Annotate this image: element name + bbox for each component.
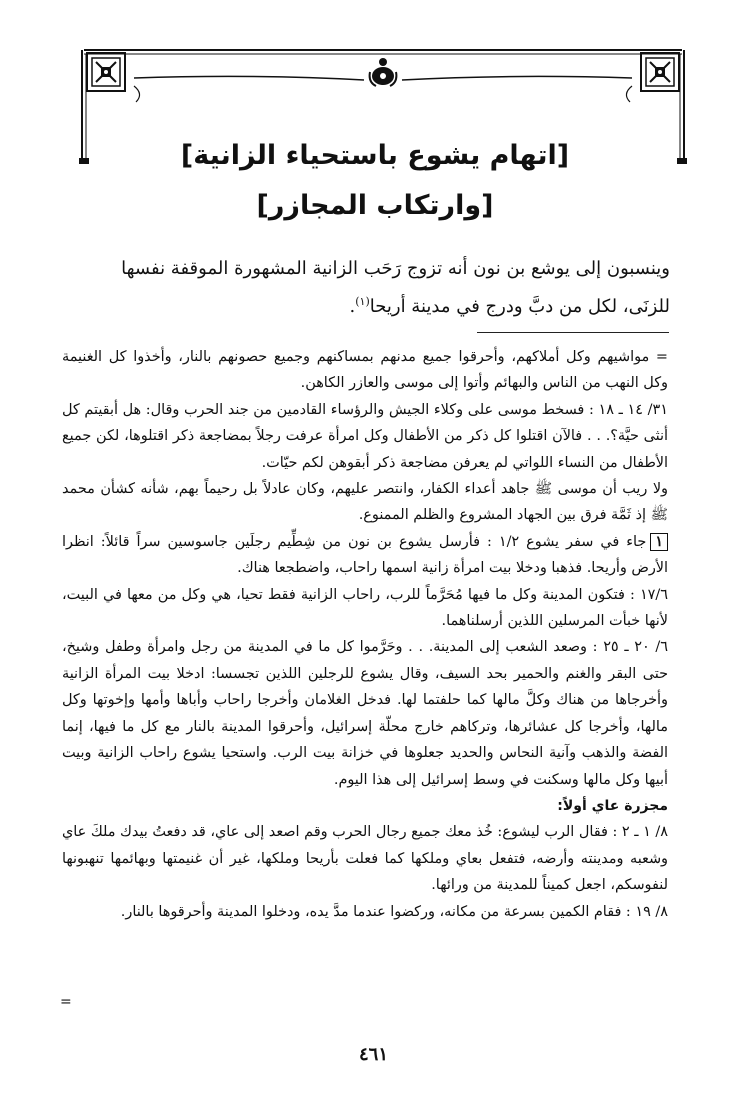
footnote-paragraph: ولا ريب أن موسى ﷺ جاهد أعداء الكفار، وانتصر عليهم، وكان عادلاً بل رحيماً بهم، شأنه كشأن محمد ﷺ إذ ثَمَّة فرق بين الجهاد المشروع والظلم الممنوع. <box>62 481 668 524</box>
intro-line-2-text: للزنَى، لكل من دبَّ ودرج في مدينة أريحا <box>369 296 670 317</box>
continuation-mark: = <box>60 994 72 1010</box>
footnote-paragraph: ٨/ ١ ـ ٢ : فقال الرب ليشوع: خُذ معك جميع رجال الحرب وقم اصعد إلى عاي، قد دفعتُ بيدك ملكَ عاي وشعبه ومدينته وأرضه، فتفعل بعاي وملكها كما فعلت بأريحا وملكها، غير أن غنيمتها وبهائمها تنهبونها لنفوسكم، اجعل كميناً للمدينة من ورائها. <box>62 824 668 894</box>
footnote-text: جاء في سفر يشوع ١/٢ : فأرسل يشوع بن نون من شِطِّيم رجلَين جاسوسين سراً قائلاً: انظرا الأرض وأريحا. فذهبا ودخلا بيت امرأة زانية اسمها راحاب، واضطجعا هناك. <box>62 533 668 577</box>
chapter-subtitle: [وارتكاب المجازر] <box>256 190 494 221</box>
corner-ornament-icon <box>640 52 680 92</box>
footnote-paragraph: ٣١/ ١٤ ـ ١٨ : فسخط موسى على وكلاء الجيش والرؤساء القادمين من جند الحرب وقال: هل أبقيتم كل أنثى حيَّة؟. . . فالآن اقتلوا كل ذكر من الأطفال وكل امرأة عرفت رجلاً بمضاجعة ذكر اقتلوها، لكن جميع الأطفال من النساء اللواتي لم يعرفن مضاجعة ذكر أبقوهن لكم حيّات. <box>62 401 668 471</box>
footnotes <box>62 344 668 925</box>
footnote-subheading: مجزرة عاي أولاً: <box>557 797 668 814</box>
footnote-paragraph: ٦/ ٢٠ ـ ٢٥ : وصعد الشعب إلى المدينة. . . وحَرَّموا كل ما في المدينة من رجل وامرأة وطفل وشيخ، حتى البقر والغنم والحمير بحد السيف، وقال يشوع للرجلين اللذين تجسسا: ادخلا بيت المرأة الزانية وأخرجاها من هناك وكلَّ مالها كما حلفتما لها. فدخل الغلامان وأخرجا راحاب وأباها وأمها وإخوتها وكل مالها، وأخرجا كل عشائرها، وتركاهم خارج محلّة إسرائيل، وأحرقوا المدينة بالنار مع كل ما فيها، إنما الفضة والذهب وآنية النحاس والحديد جعلوها في خزانة بيت الرب. واستحيا يشوع راحاب الزانية وبيت أبيها وكل مالها وسكنت في وسط إسرائيل إلى هذا اليوم. <box>62 639 668 788</box>
footnote-paragraph <box>62 529 668 582</box>
footnote-paragraph: ١٧/٦ : فتكون المدينة وكل ما فيها مُحَرَّماً للرب، راحاب الزانية فقط تحيا، هي وكل من معها في البيت، لأنها خبأت المرسلين اللذين أرسلناهما. <box>62 586 668 630</box>
page-number: ٤٦١ <box>358 1044 388 1065</box>
intro-line-2-end: . <box>349 296 356 317</box>
intro-line-1: وينسبون إلى يوشع بن نون أنه تزوج رَحَب الزانية المشهورة الموقفة نفسها <box>121 258 670 279</box>
footnote-paragraph: ٨/ ١٩ : فقام الكمين بسرعة من مكانه، وركضوا عندما مدَّ يده، ودخلوا المدينة وأحرقوها بالنار. <box>120 903 668 920</box>
footnote-number-box: ١ <box>650 533 668 551</box>
intro-paragraph <box>78 252 670 323</box>
chapter-title: [اتهام يشوع باستحياء الزانية] <box>180 140 570 171</box>
footnote-reference[interactable]: (١) <box>355 295 370 308</box>
footnote-separator <box>477 332 669 333</box>
corner-ornament-icon <box>86 52 126 92</box>
intro-line-2 <box>78 285 670 323</box>
footnote-paragraph: = مواشيهم وكل أملاكهم، وأحرقوا جميع مدنهم بمساكنهم وجميع حصونهم بالنار، وأخذوا كل الغنيمة وكل النهب من الناس والبهائم وأتوا إلى موسى والعازر الكاهن. <box>62 349 668 392</box>
crown-ornament-icon <box>366 52 400 92</box>
